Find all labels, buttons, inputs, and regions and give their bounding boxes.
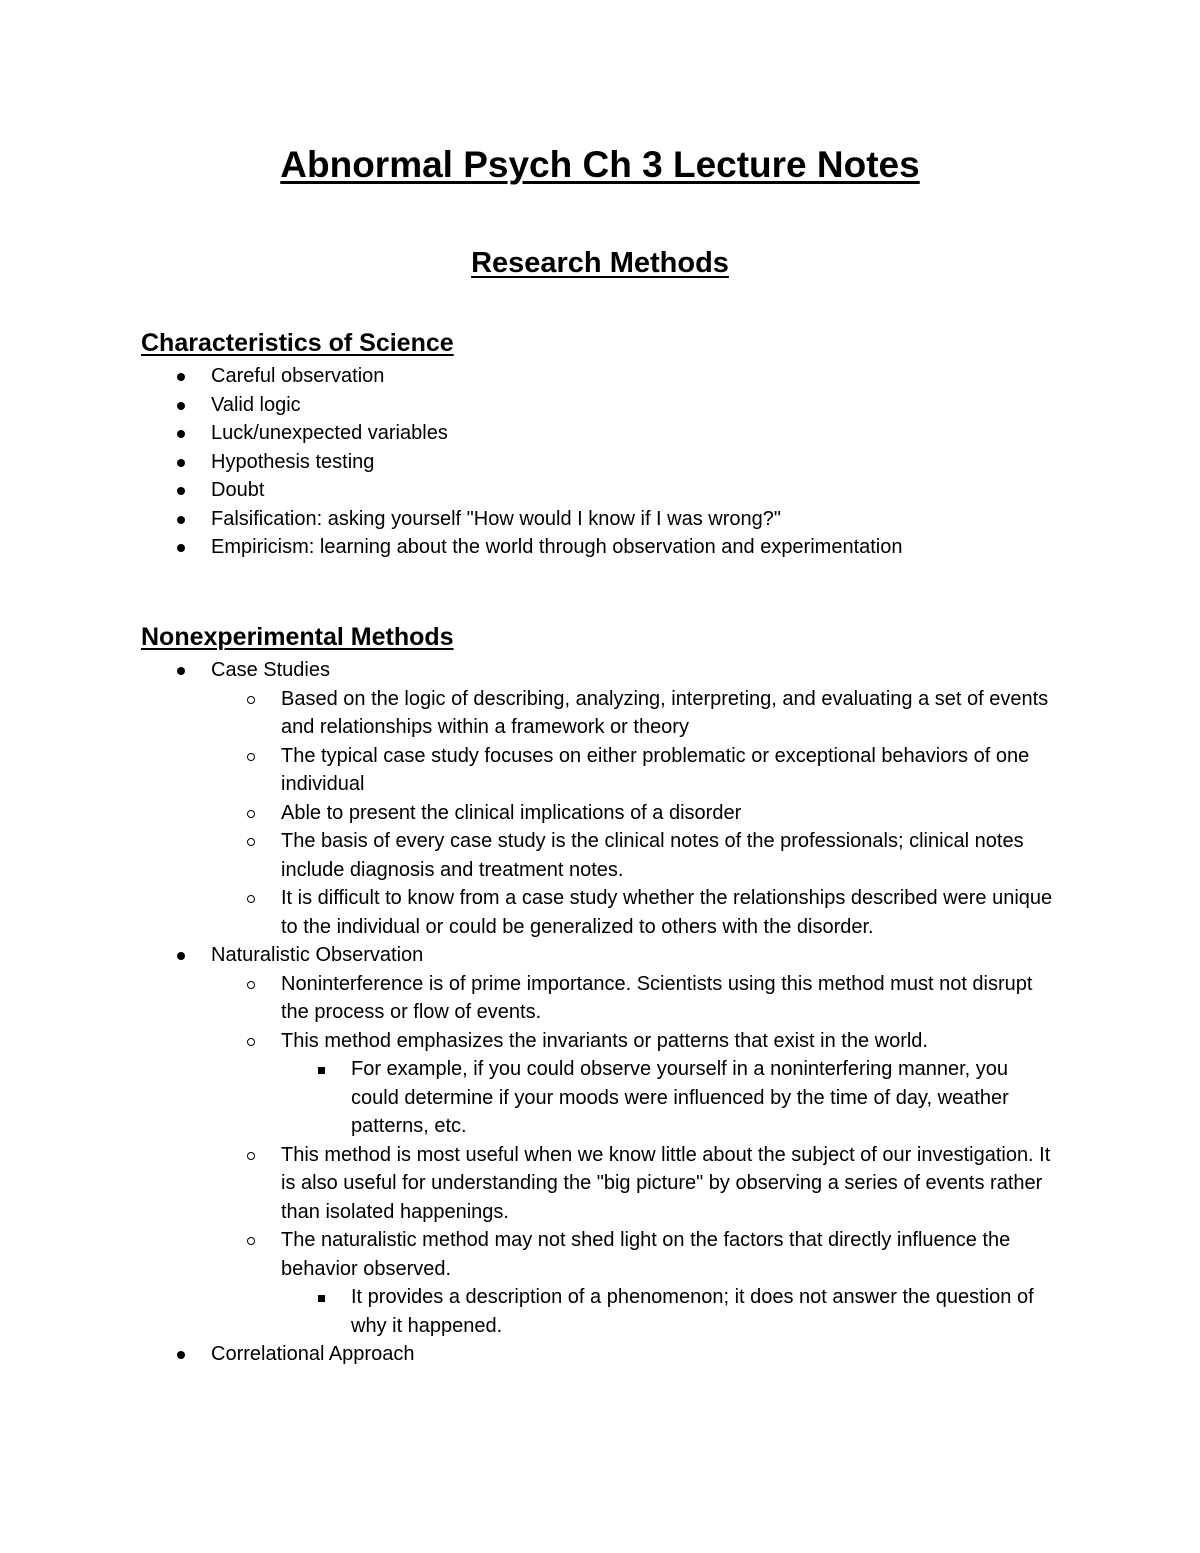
- sub-list-item: [211, 884, 1061, 941]
- list-item-text: Doubt: [211, 479, 265, 501]
- list-item: [141, 476, 1061, 505]
- list-item-text: Careful observation: [211, 365, 385, 387]
- bullet-disc-icon: [177, 516, 185, 524]
- document-title: Abnormal Psych Ch 3 Lecture Notes: [280, 144, 920, 185]
- list-item-text: The basis of every case study is the clinical notes of the professionals; clinical notes include diagnosis and treatment notes.: [281, 830, 1024, 881]
- sub-sub-list-item: [281, 1055, 1061, 1141]
- list-item-text: It provides a description of a phenomenon; it does not answer the question of why it happened.: [351, 1286, 1034, 1337]
- characteristics-list: [141, 362, 1061, 562]
- bullet-disc-icon: [177, 952, 185, 960]
- list-item: [141, 391, 1061, 420]
- list-item: [141, 448, 1061, 477]
- bullet-circle-icon: [247, 838, 255, 846]
- list-item-text: The naturalistic method may not shed light on the factors that directly influence the behavior observed.: [281, 1229, 1011, 1280]
- bullet-disc-icon: [177, 667, 185, 675]
- list-item: [141, 656, 1061, 941]
- nested-list: [281, 1055, 1061, 1141]
- list-item-text: Able to present the clinical implications of a disorder: [281, 801, 742, 824]
- list-item-text: Valid logic: [211, 393, 301, 416]
- list-item: [141, 505, 1061, 534]
- nested-list: [211, 970, 1061, 1341]
- list-item-text: Noninterference is of prime importance. Scientists using this method must not disrupt the process or flow of events.: [281, 972, 1033, 1023]
- bullet-circle-icon: [247, 1038, 255, 1046]
- list-item: [141, 419, 1061, 448]
- bullet-disc-icon: [177, 402, 185, 410]
- list-item-text: Falsification: asking yourself "How would I know if I was wrong?": [211, 507, 781, 530]
- document-subtitle: Research Methods: [471, 247, 729, 279]
- list-item: [141, 941, 1061, 1340]
- sub-list-item: [211, 1027, 1061, 1141]
- list-item-text: This method emphasizes the invariants or patterns that exist in the world.: [281, 1029, 928, 1052]
- bullet-circle-icon: [247, 810, 255, 818]
- bullet-circle-icon: [247, 981, 255, 989]
- bullet-disc-icon: [177, 459, 185, 467]
- bullet-square-icon: [318, 1295, 325, 1302]
- list-item-text: Case Studies: [211, 659, 330, 681]
- sub-list-item: [211, 827, 1061, 884]
- sub-list-item: [211, 799, 1061, 828]
- sub-list-item: [211, 1226, 1061, 1340]
- bullet-circle-icon: [247, 753, 255, 761]
- bullet-disc-icon: [177, 373, 185, 381]
- list-item-text: This method is most useful when we know little about the subject of our investigation. It is also useful for understanding the "big picture" by observing a series of events rather than isolated happenings.: [281, 1143, 1051, 1223]
- section-heading-characteristics-of-science: Characteristics of Science: [141, 329, 454, 357]
- sub-list-item: [211, 742, 1061, 799]
- list-item: [141, 362, 1061, 391]
- bullet-disc-icon: [177, 544, 185, 552]
- bullet-circle-icon: [247, 1237, 255, 1245]
- bullet-circle-icon: [247, 696, 255, 704]
- list-item-text: For example, if you could observe yourself in a noninterfering manner, you could determine if your moods were influenced by the time of day, weather patterns, etc.: [351, 1058, 1009, 1137]
- nonexperimental-methods-list: [141, 656, 1061, 1369]
- bullet-disc-icon: [177, 430, 185, 438]
- sub-list-item: [211, 970, 1061, 1027]
- list-item-text: Empiricism: learning about the world through observation and experimentation: [211, 536, 903, 558]
- list-item-text: It is difficult to know from a case study whether the relationships described were unique to the individual or could be generalized to others with the disorder.: [281, 887, 1053, 938]
- list-item-text: Correlational Approach: [211, 1343, 415, 1365]
- nested-list: [281, 1283, 1061, 1340]
- list-item: [141, 533, 1061, 562]
- list-item-text: The typical case study focuses on either problematic or exceptional behaviors of one individual: [281, 744, 1030, 795]
- list-item-text: Based on the logic of describing, analyzing, interpreting, and evaluating a set of events and relationships within a framework or theory: [281, 687, 1049, 738]
- bullet-disc-icon: [177, 1351, 185, 1359]
- list-item-text: Naturalistic Observation: [211, 944, 424, 966]
- sub-list-item: [211, 1141, 1061, 1227]
- bullet-circle-icon: [247, 1152, 255, 1160]
- section-heading-nonexperimental-methods: Nonexperimental Methods: [141, 623, 454, 651]
- list-item: [141, 1340, 1061, 1369]
- list-item-text: Hypothesis testing: [211, 450, 375, 473]
- sub-sub-list-item: [281, 1283, 1061, 1340]
- bullet-square-icon: [318, 1067, 325, 1074]
- sub-list-item: [211, 685, 1061, 742]
- nested-list: [211, 685, 1061, 942]
- bullet-circle-icon: [247, 895, 255, 903]
- bullet-disc-icon: [177, 487, 185, 495]
- list-item-text: Luck/unexpected variables: [211, 422, 448, 444]
